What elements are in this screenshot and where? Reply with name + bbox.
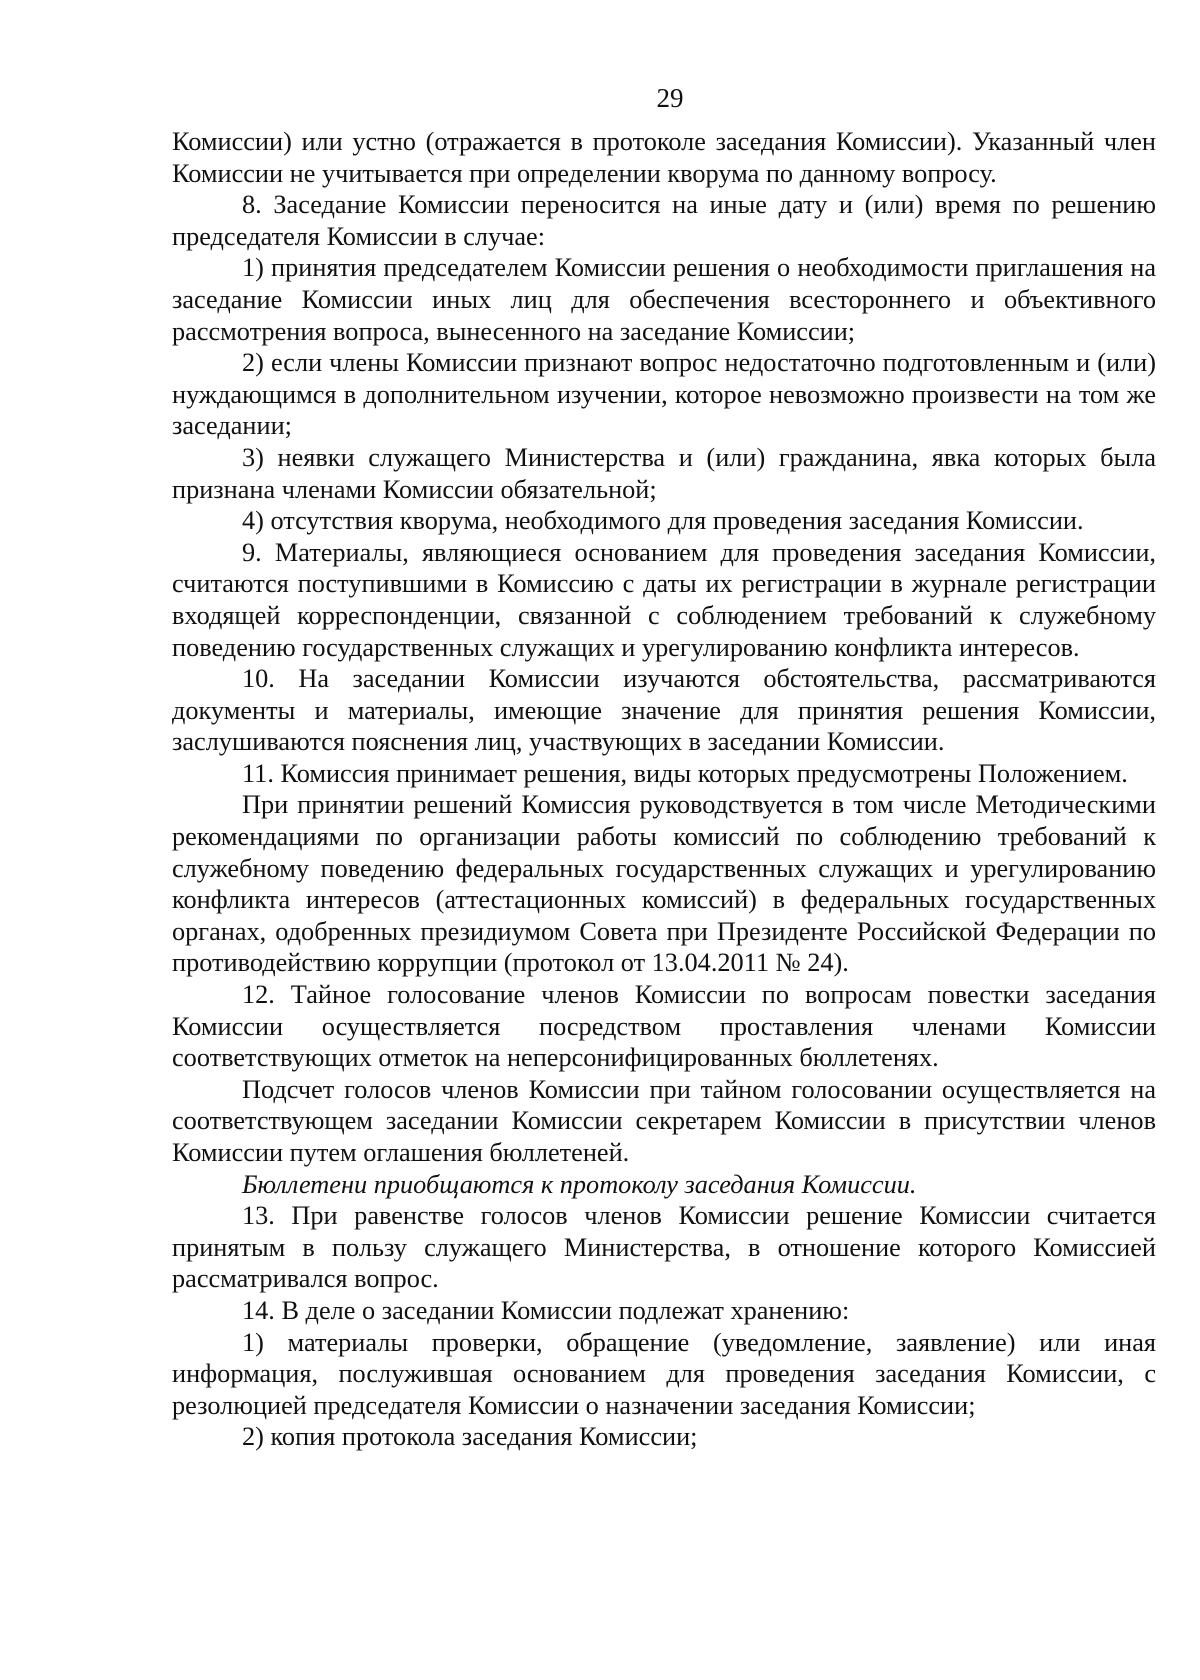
- paragraph-item-14: 14. В деле о заседании Комиссии подлежат хранению:: [242, 1295, 850, 1325]
- paragraph-item-9: 9. Материалы, являющиеся основанием для проведения заседания Комиссии, считаются поступившими в Комиссию с даты их регистрации в журнале регистрации входящей корреспонденции, связанной с соблюдением требований к служебному поведению государственных служащих и урегулированию конфликта интересов.: [172, 537, 1156, 662]
- page-number: 29: [656, 83, 684, 113]
- paragraph-item-11-methodology: При принятии решений Комиссия руководствуется в том числе Методическими рекомендациями по организации работы комиссий по соблюдению требований к служебному поведению федеральных государственных служащих и урегулированию конфликта интересов (аттестационных комиссий) в федеральных государственных органах, одобренных президиумом Совета при Президенте Российской Федерации по противодействию коррупции (протокол от 13.04.2011 № 24).: [172, 790, 1156, 978]
- paragraph-continuation: Комиссии) или устно (отражается в протоколе заседания Комиссии). Указанный член Комиссии не учитывается при определении кворума по данному вопросу.: [172, 127, 1156, 188]
- paragraph-item-12: 12. Тайное голосование членов Комиссии по вопросам повестки заседания Комиссии осуществляется посредством проставления членами Комиссии соответствующих отметок на неперсонифицированных бюллетенях.: [172, 980, 1156, 1073]
- paragraph-item-14-1: 1) материалы проверки, обращение (уведомление, заявление) или иная информация, послужившая основанием для проведения заседания Комиссии, с резолюцией председателя Комиссии о назначении заседания Комиссии;: [172, 1327, 1156, 1420]
- paragraph-item-14-2: 2) копия протокола заседания Комиссии;: [242, 1422, 698, 1452]
- paragraph-item-8-1: 1) принятия председателем Комиссии решения о необходимости приглашения на заседание Комиссии иных лиц для обеспечения всестороннего и объективного рассмотрения вопроса, вынесенного на заседание Комиссии;: [172, 253, 1156, 346]
- paragraph-item-12-ballots: Бюллетени приобщаются к протоколу заседания Комиссии.: [242, 1169, 917, 1199]
- document-body: [172, 126, 1156, 1453]
- paragraph-item-13: 13. При равенстве голосов членов Комиссии решение Комиссии считается принятым в пользу служащего Министерства, в отношение которого Комиссией рассматривался вопрос.: [172, 1201, 1156, 1294]
- paragraph-item-11: 11. Комиссия принимает решения, виды которых предусмотрены Положением.: [242, 758, 1128, 788]
- paragraph-item-12-count: Подсчет голосов членов Комиссии при тайном голосовании осуществляется на соответствующем заседании Комиссии секретарем Комиссии в присутствии членов Комиссии путем оглашения бюллетеней.: [172, 1074, 1156, 1167]
- paragraph-item-8-4: 4) отсутствия кворума, необходимого для проведения заседания Комиссии.: [242, 506, 1084, 536]
- paragraph-item-8: 8. Заседание Комиссии переносится на иные дату и (или) время по решению председателя Комиссии в случае:: [172, 190, 1156, 251]
- paragraph-item-8-2: 2) если члены Комиссии признают вопрос недостаточно подготовленным и (или) нуждающимся в дополнительном изучении, которое невозможно произвести на том же заседании;: [172, 348, 1156, 441]
- paragraph-item-10: 10. На заседании Комиссии изучаются обстоятельства, рассматриваются документы и материалы, имеющие значение для принятия решения Комиссии, заслушиваются пояснения лиц, участвующих в заседании Комиссии.: [172, 664, 1156, 757]
- paragraph-item-8-3: 3) неявки служащего Министерства и (или) гражданина, явка которых была признана членами Комиссии обязательной;: [172, 442, 1156, 504]
